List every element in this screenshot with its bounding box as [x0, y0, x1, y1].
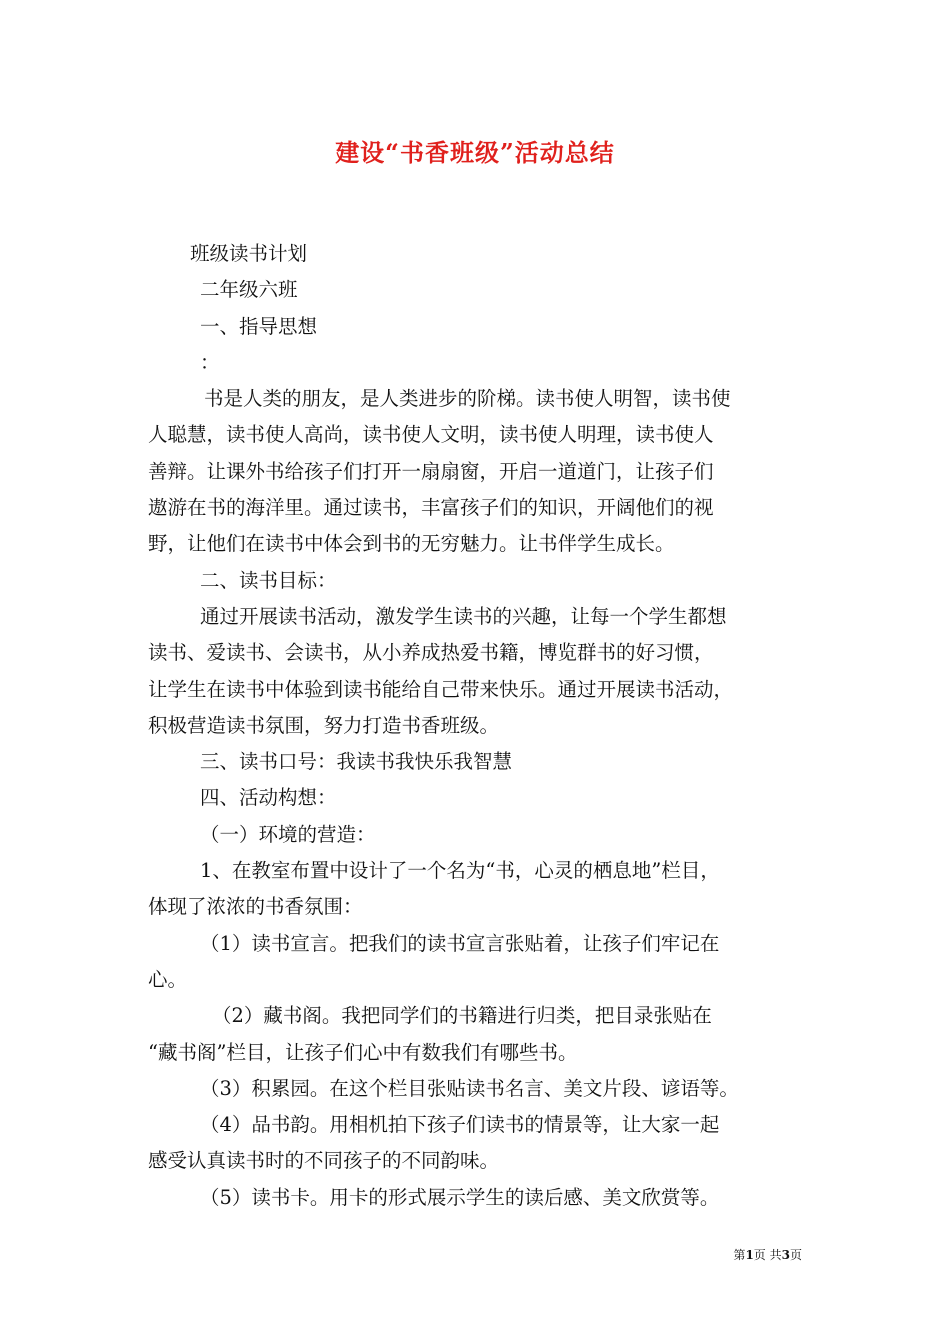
paragraph-line: 体现了浓浓的书香氛围：	[148, 895, 363, 919]
footer-middle: 页 共	[753, 1248, 782, 1262]
paragraph-line: （4）品书韵。用相机拍下孩子们读书的情景等，让大家一起	[200, 1113, 720, 1137]
paragraph-line: 心。	[148, 967, 188, 991]
paragraph-line: 积极营造读书氛围，努力打造书香班级。	[148, 713, 500, 737]
paragraph-line: （1）读书宣言。把我们的读书宣言张贴着，让孩子们牢记在	[200, 931, 720, 955]
page-footer	[733, 1246, 802, 1263]
paragraph-line: （2）藏书阁。我把同学们的书籍进行归类，把目录张贴在	[212, 1004, 712, 1028]
paragraph-line: 三、读书口号：我读书我快乐我智慧	[200, 750, 513, 774]
paragraph-line: 一、指导思想	[200, 314, 318, 338]
paragraph-line: 二年级六班	[200, 278, 298, 302]
paragraph-line: 让学生在读书中体验到读书能给自己带来快乐。通过开展读书活动，	[148, 677, 734, 701]
document-body	[148, 236, 808, 1216]
paragraph-line: （一）环境的营造：	[200, 822, 376, 846]
footer-page-number: 1	[745, 1248, 754, 1262]
paragraph-line: 感受认真读书时的不同孩子的不同韵味。	[148, 1149, 500, 1173]
paragraph-line: 人聪慧，读书使人高尚，读书使人文明，读书使人明理，读书使人	[148, 423, 714, 447]
paragraph-line: 遨游在书的海洋里。通过读书，丰富孩子们的知识，开阔他们的视	[148, 496, 714, 520]
paragraph-line: ：	[200, 350, 220, 374]
paragraph-line: 二、读书目标：	[200, 568, 337, 592]
footer-total-pages: 3	[781, 1248, 790, 1262]
document-title: 建设“书香班级”活动总结	[335, 138, 615, 167]
paragraph-line: 班级读书计划	[190, 242, 308, 265]
paragraph-line: 1、在教室布置中设计了一个名为“书，心灵的栖息地”栏目，	[200, 859, 720, 883]
paragraph-line: “藏书阁”栏目，让孩子们心中有数我们有哪些书。	[148, 1040, 578, 1064]
footer-prefix: 第	[733, 1248, 746, 1262]
paragraph-line: 通过开展读书活动，激发学生读书的兴趣，让每一个学生都想	[200, 604, 727, 628]
paragraph-line: 善辩。让课外书给孩子们打开一扇扇窗，开启一道道门，让孩子们	[148, 459, 714, 483]
paragraph-line: 书是人类的朋友，是人类进步的阶梯。读书使人明智，读书使	[204, 387, 731, 411]
paragraph-line: 读书、爱读书、会读书，从小养成热爱书籍，博览群书的好习惯，	[148, 641, 714, 665]
paragraph-line: （5）读书卡。用卡的形式展示学生的读后感、美文欣赏等。	[200, 1185, 720, 1209]
paragraph-line: 四、活动构想：	[200, 786, 337, 810]
paragraph-line: 野，让他们在读书中体会到书的无穷魅力。让书伴学生成长。	[148, 532, 675, 556]
footer-suffix: 页	[789, 1248, 802, 1262]
paragraph-line: （3）积累园。在这个栏目张贴读书名言、美文片段、谚语等。	[200, 1076, 739, 1100]
